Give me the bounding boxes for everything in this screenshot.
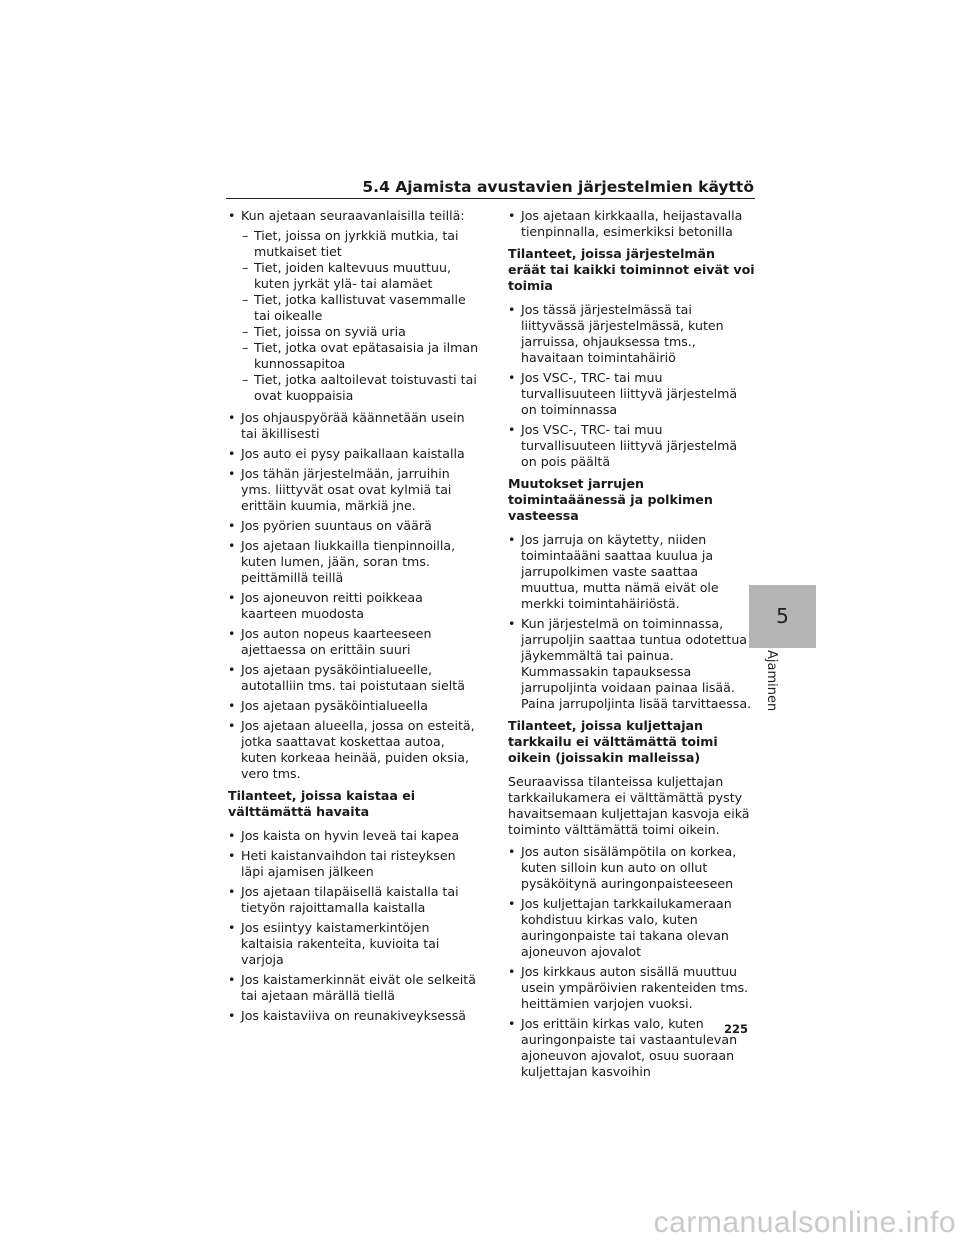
- list-item: • Jos ajetaan alueella, jossa on esteitä, jotka saattavat koskettaa autoa, kuten korkeaa heinää, puiden oksia, vero tms.: [228, 718, 480, 782]
- list-item: • Jos kaista on hyvin leveä tai kapea: [228, 828, 480, 844]
- list-item: • Jos kuljettajan tarkkailukameraan kohdistuu kirkas valo, kuten auringonpaiste tai takana olevan ajoneuvon ajovalot: [508, 896, 756, 960]
- sub-list-item: – Tiet, jotka ovat epätasaisia ja ilman kunnossapitoa: [228, 340, 480, 372]
- list-item: • Jos ajoneuvon reitti poikkeaa kaarteen muodosta: [228, 590, 480, 622]
- list-item: • Jos kirkkaus auton sisällä muuttuu usein ympäröivien rakenteiden tms. heittämien varjojen vuoksi.: [508, 964, 756, 1012]
- list-item: • Jos tähän järjestelmään, jarruihin yms. liittyvät osat ovat kylmiä tai erittäin kuumia, märkiä jne.: [228, 466, 480, 514]
- section-heading: Tilanteet, joissa kaistaa ei välttämättä havaita: [228, 788, 416, 819]
- section-heading: Tilanteet, joissa kuljettajan tarkkailu ei välttämättä toimi oikein (joissakin malleissa): [508, 718, 718, 765]
- sub-list-item: – Tiet, joissa on jyrkkiä mutkia, tai mutkaiset tiet: [228, 228, 480, 260]
- list-item: • Jos jarruja on käytetty, niiden toimintaääni saattaa kuulua ja jarrupolkimen vaste saattaa muuttua, mutta nämä eivät ole merkki toimintahäiriöstä.: [508, 532, 756, 612]
- sub-list-item: – Tiet, jotka aaltoilevat toistuvasti tai ovat kuoppaisia: [228, 372, 480, 404]
- list-item: • Heti kaistanvaihdon tai risteyksen läpi ajamisen jälkeen: [228, 848, 480, 880]
- list-item: • Jos auto ei pysy paikallaan kaistalla: [228, 446, 480, 462]
- section-heading: Tilanteet, joissa järjestelmän eräät tai kaikki toiminnot eivät voi toimia: [508, 246, 755, 293]
- list-item: • Jos auton nopeus kaarteeseen ajettaessa on erittäin suuri: [228, 626, 480, 658]
- list-item: • Jos ohjauspyörää käännetään usein tai äkillisesti: [228, 410, 480, 442]
- list-item: • Jos ajetaan pysäköintialueella: [228, 698, 480, 714]
- watermark: carmanualsonline.info: [653, 1206, 956, 1239]
- list-item: • Jos auton sisälämpötila on korkea, kuten silloin kun auto on ollut pysäköitynä auringonpaisteeseen: [508, 844, 756, 892]
- page-number: 225: [723, 1022, 748, 1036]
- left-column: [228, 208, 480, 1028]
- list-item: • Jos erittäin kirkas valo, kuten auringonpaiste tai vastaantulevan ajoneuvon ajovalot, osuu suoraan kuljettajan kasvoihin: [508, 1016, 756, 1080]
- list-item: • Jos VSC-, TRC- tai muu turvallisuuteen liittyvä järjestelmä on pois päältä: [508, 422, 756, 470]
- list-item: • Jos VSC-, TRC- tai muu turvallisuuteen liittyvä järjestelmä on toiminnassa: [508, 370, 756, 418]
- list-item: • Jos kaistamerkinnät eivät ole selkeitä tai ajetaan märällä tiellä: [228, 972, 480, 1004]
- chapter-number: 5: [776, 604, 789, 628]
- section-title: 5.4 Ajamista avustavien järjestelmien käyttö: [362, 178, 754, 196]
- right-column: [508, 208, 756, 1084]
- list-item: • Jos ajetaan kirkkaalla, heijastavalla tienpinnalla, esimerkiksi betonilla: [508, 208, 756, 240]
- list-item: • Jos ajetaan tilapäisellä kaistalla tai tietyön rajoittamalla kaistalla: [228, 884, 480, 916]
- header-divider: [226, 198, 755, 199]
- list-item: • Jos ajetaan liukkailla tienpinnoilla, kuten lumen, jään, soran tms. peittämillä teillä: [228, 538, 480, 586]
- sub-list-item: – Tiet, joiden kaltevuus muuttuu, kuten jyrkät ylä- tai alamäet: [228, 260, 480, 292]
- sub-list-item: – Tiet, jotka kallistuvat vasemmalle tai oikealle: [228, 292, 480, 324]
- list-item: • Jos ajetaan pysäköintialueelle, autotalliin tms. tai poistutaan sieltä: [228, 662, 480, 694]
- chapter-label: Ajaminen: [764, 650, 779, 712]
- list-item: • Kun ajetaan seuraavanlaisilla teillä:: [228, 208, 480, 224]
- paragraph: Seuraavissa tilanteissa kuljettajan tarkkailukamera ei välttämättä pysty havaitsemaan kuljettajan kasvoja eikä toiminto välttämättä toimi oikein.: [508, 774, 750, 837]
- list-item: • Jos tässä järjestelmässä tai liittyvässä järjestelmässä, kuten jarruissa, ohjauksessa tms., havaitaan toimintahäiriö: [508, 302, 756, 366]
- list-item: • Jos kaistaviiva on reunakiveyksessä: [228, 1008, 480, 1024]
- sub-list-item: – Tiet, joissa on syviä uria: [228, 324, 480, 340]
- list-item: • Jos pyörien suuntaus on väärä: [228, 518, 480, 534]
- list-item: • Jos esiintyy kaistamerkintöjen kaltaisia rakenteita, kuvioita tai varjoja: [228, 920, 480, 968]
- section-heading: Muutokset jarrujen toimintaäänessä ja polkimen vasteessa: [508, 476, 713, 523]
- list-item: • Kun järjestelmä on toiminnassa, jarrupoljin saattaa tuntua odotettua jäykemmältä tai painua. Kummassakin tapauksessa jarrupoljinta voidaan painaa lisää. Paina jarrupoljinta lisää tarvittaessa.: [508, 616, 756, 712]
